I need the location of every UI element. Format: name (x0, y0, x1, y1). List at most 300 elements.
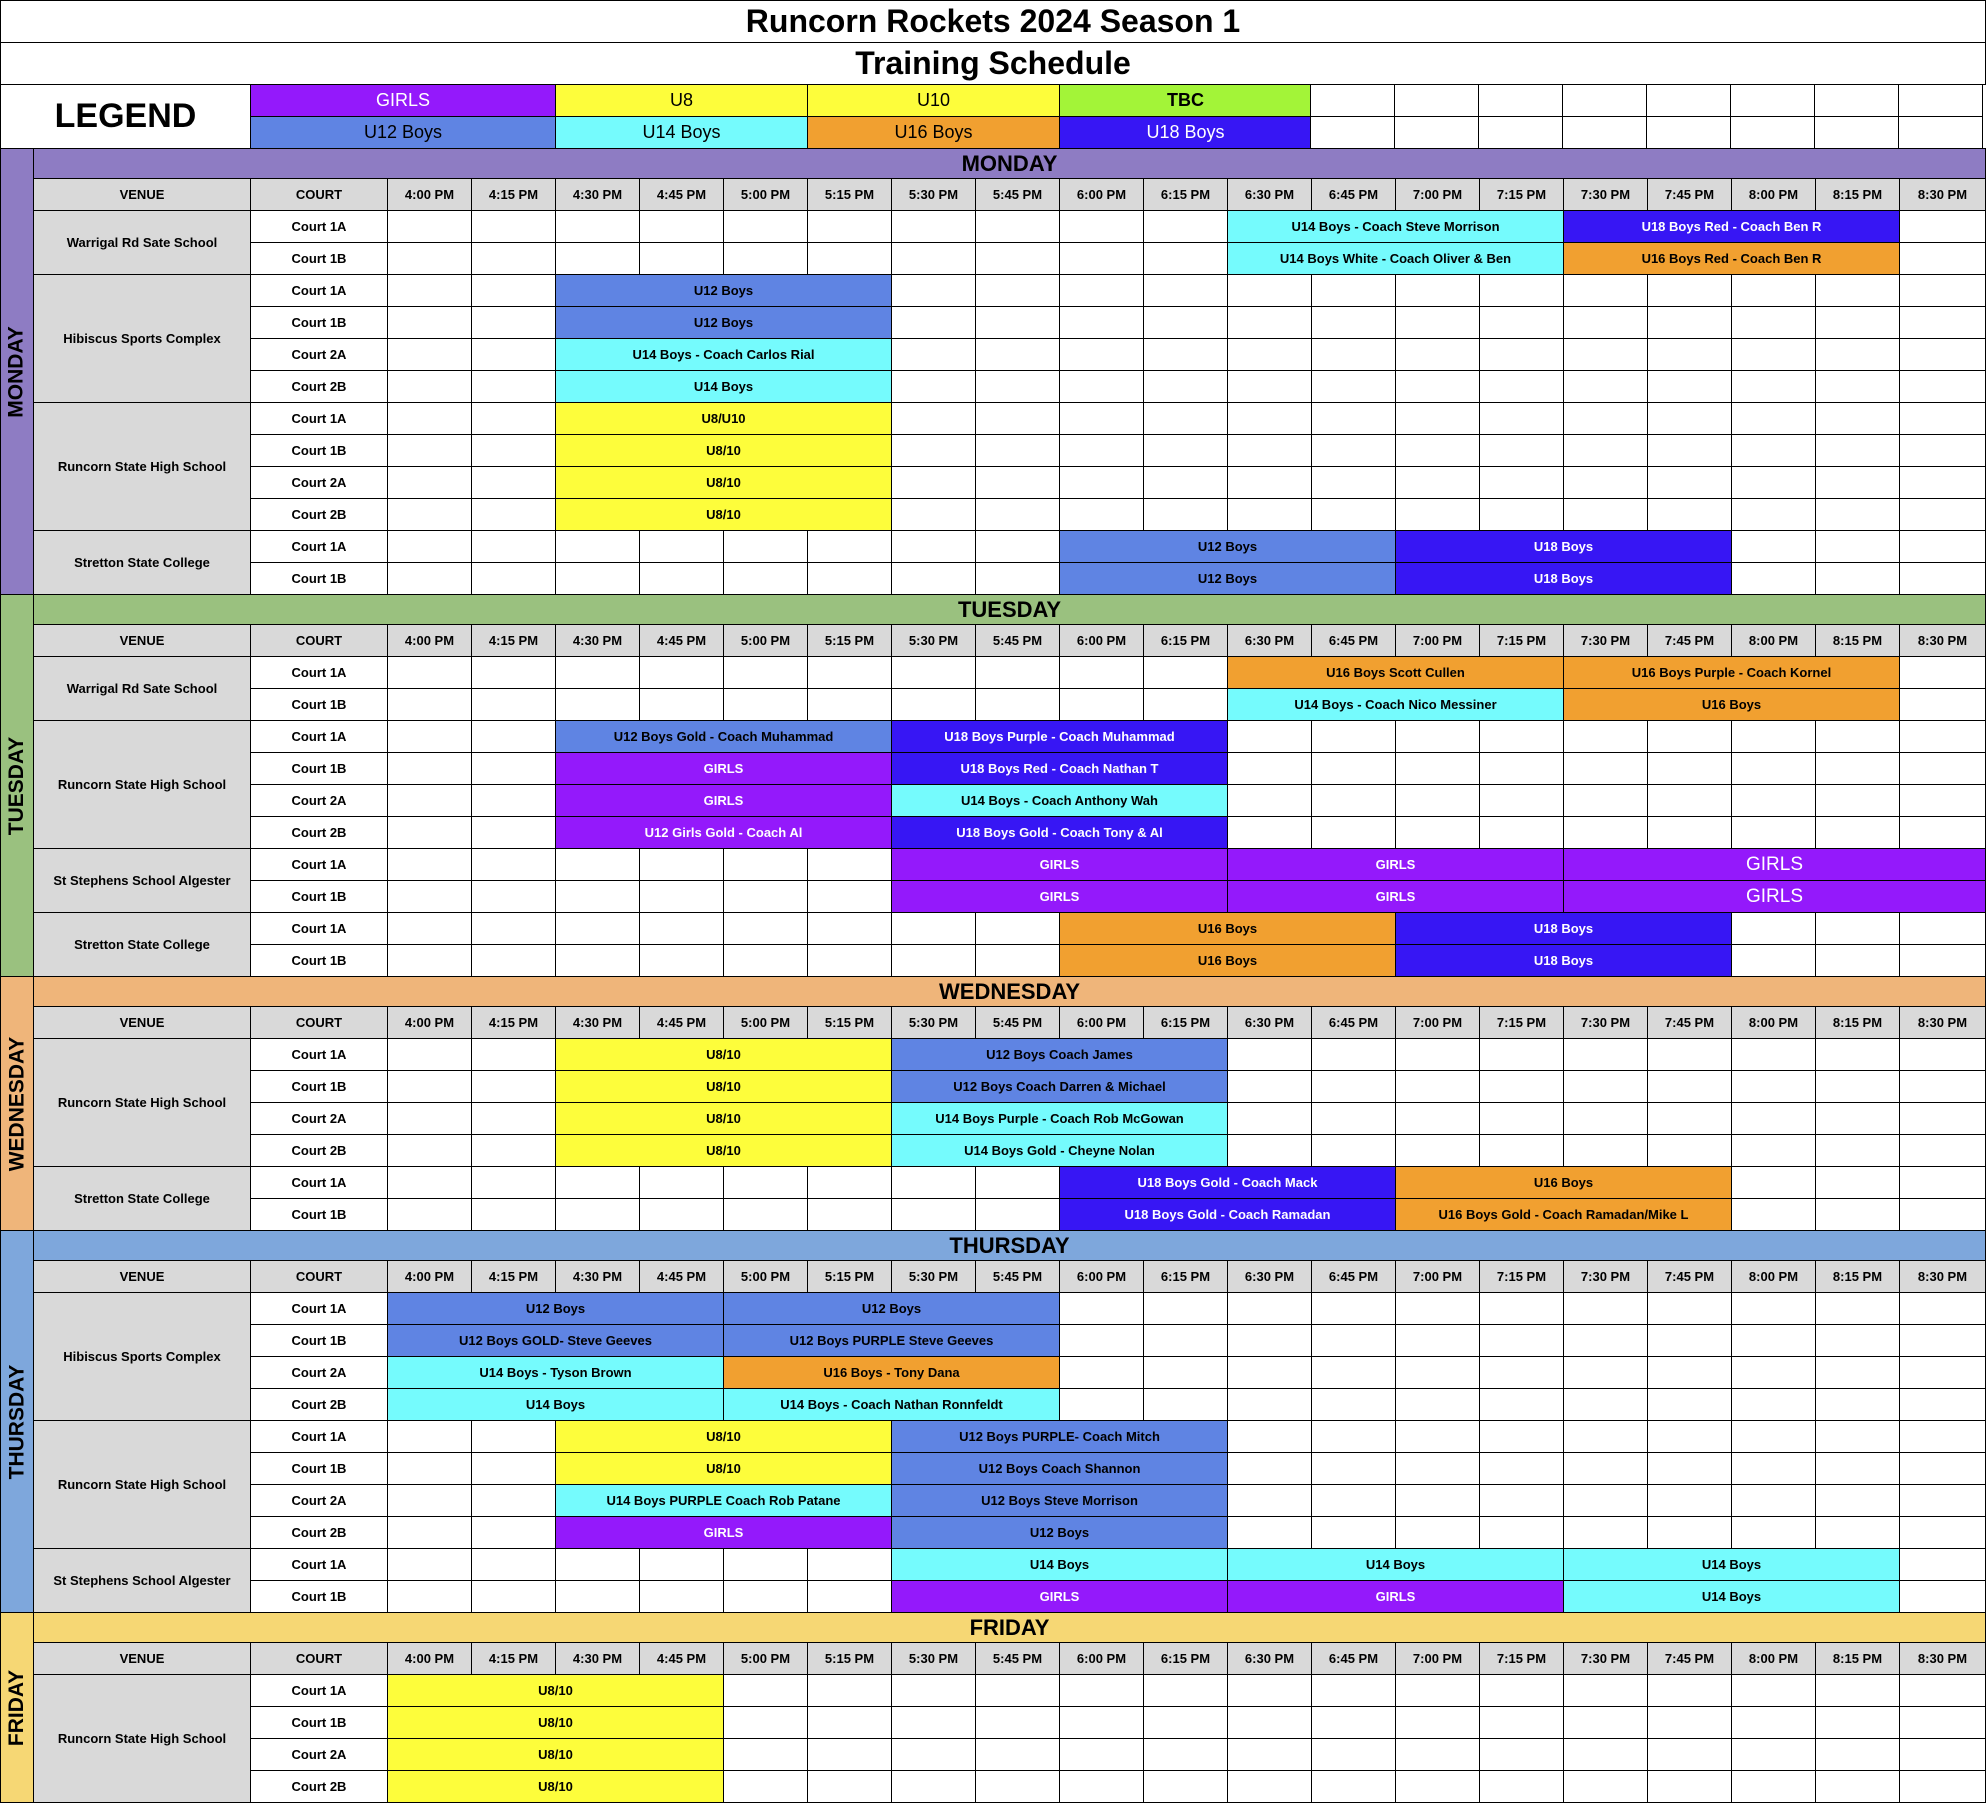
legend-empty-cell (1562, 84, 1647, 117)
empty-slot (1227, 1324, 1312, 1357)
empty-slot (807, 242, 892, 275)
time-header: 7:15 PM (1479, 624, 1564, 657)
empty-slot (555, 210, 640, 243)
time-header: 5:15 PM (807, 624, 892, 657)
empty-slot (1647, 466, 1732, 499)
empty-slot (1395, 1102, 1480, 1135)
empty-slot (1479, 498, 1564, 531)
empty-slot (1899, 656, 1986, 689)
empty-slot (1899, 688, 1986, 721)
empty-slot (1311, 1420, 1396, 1453)
empty-slot (975, 274, 1060, 307)
empty-slot (387, 402, 472, 435)
empty-slot (1395, 370, 1480, 403)
empty-slot (1395, 1356, 1480, 1389)
empty-slot (1395, 1770, 1480, 1803)
empty-slot (723, 1166, 808, 1199)
empty-slot (723, 1548, 808, 1581)
venue-name: Hibiscus Sports Complex (33, 1292, 251, 1421)
empty-slot (1731, 466, 1816, 499)
empty-slot (639, 688, 724, 721)
empty-slot (1731, 1452, 1816, 1485)
court-label: Court 1B (250, 1070, 388, 1103)
empty-slot (1899, 402, 1986, 435)
empty-slot (1395, 498, 1480, 531)
session-block: U8/10 (555, 498, 892, 531)
empty-slot (1815, 912, 1900, 945)
session-block: U18 Boys (1395, 944, 1732, 977)
empty-slot (471, 752, 556, 785)
court-label: Court 2A (250, 1484, 388, 1517)
empty-slot (387, 242, 472, 275)
empty-slot (1059, 1324, 1144, 1357)
time-header: 5:30 PM (891, 1006, 976, 1039)
empty-slot (1563, 1452, 1648, 1485)
empty-slot (807, 848, 892, 881)
session-block: GIRLS (1563, 880, 1986, 913)
empty-slot (1311, 306, 1396, 339)
time-header: 8:15 PM (1815, 1642, 1900, 1675)
time-header: 5:30 PM (891, 1260, 976, 1293)
empty-slot (723, 1198, 808, 1231)
session-block: GIRLS (555, 784, 892, 817)
empty-slot (1395, 784, 1480, 817)
legend-empty-cell (1394, 116, 1479, 149)
empty-slot (1563, 1134, 1648, 1167)
empty-slot (1059, 1292, 1144, 1325)
legend-empty-cell (1814, 116, 1899, 149)
empty-slot (1731, 1134, 1816, 1167)
empty-slot (1899, 1292, 1986, 1325)
empty-slot (1899, 1674, 1986, 1707)
empty-slot (1731, 1388, 1816, 1421)
empty-slot (1227, 1420, 1312, 1453)
empty-slot (1647, 1738, 1732, 1771)
time-header: 5:30 PM (891, 624, 976, 657)
session-block: U18 Boys Gold - Coach Tony & Al (891, 816, 1228, 849)
empty-slot (1899, 912, 1986, 945)
day-side-text: WEDNESDAY (5, 1036, 28, 1171)
session-block: GIRLS (891, 1580, 1228, 1613)
empty-slot (1731, 752, 1816, 785)
session-block: U16 Boys Red - Coach Ben R (1563, 242, 1900, 275)
empty-slot (1311, 1292, 1396, 1325)
empty-slot (1899, 1706, 1986, 1739)
empty-slot (1143, 1388, 1228, 1421)
empty-slot (1815, 530, 1900, 563)
empty-slot (1395, 1484, 1480, 1517)
empty-slot (387, 434, 472, 467)
empty-slot (387, 210, 472, 243)
empty-slot (387, 1580, 472, 1613)
empty-slot (1647, 370, 1732, 403)
empty-slot (1311, 1038, 1396, 1071)
time-header: 6:15 PM (1143, 1006, 1228, 1039)
empty-slot (1143, 656, 1228, 689)
venue-header: VENUE (33, 1006, 251, 1039)
empty-slot (1059, 306, 1144, 339)
empty-slot (1731, 1038, 1816, 1071)
schedule-subtitle: Training Schedule (0, 42, 1986, 85)
empty-slot (471, 338, 556, 371)
time-header: 8:15 PM (1815, 624, 1900, 657)
session-block: U12 Boys Gold - Coach Muhammad (555, 720, 892, 753)
empty-slot (1563, 1516, 1648, 1549)
empty-slot (1647, 274, 1732, 307)
empty-slot (1227, 402, 1312, 435)
time-header: 7:45 PM (1647, 178, 1732, 211)
time-header: 4:45 PM (639, 1260, 724, 1293)
venue-header: VENUE (33, 1642, 251, 1675)
empty-slot (1227, 1102, 1312, 1135)
empty-slot (1899, 1166, 1986, 1199)
time-header: 6:45 PM (1311, 1642, 1396, 1675)
session-block: GIRLS (555, 752, 892, 785)
court-label: Court 2A (250, 1102, 388, 1135)
empty-slot (1395, 1070, 1480, 1103)
empty-slot (891, 466, 976, 499)
time-header: 6:15 PM (1143, 624, 1228, 657)
empty-slot (975, 1674, 1060, 1707)
empty-slot (555, 1548, 640, 1581)
court-label: Court 1B (250, 752, 388, 785)
empty-slot (1143, 1770, 1228, 1803)
empty-slot (555, 1198, 640, 1231)
empty-slot (387, 944, 472, 977)
time-header: 6:45 PM (1311, 1260, 1396, 1293)
empty-slot (1731, 1420, 1816, 1453)
empty-slot (1059, 402, 1144, 435)
legend-empty-cell (1898, 116, 1983, 149)
empty-slot (1311, 402, 1396, 435)
empty-slot (1899, 784, 1986, 817)
empty-slot (471, 434, 556, 467)
empty-slot (639, 242, 724, 275)
empty-slot (1227, 338, 1312, 371)
time-header: 6:45 PM (1311, 1006, 1396, 1039)
empty-slot (387, 498, 472, 531)
empty-slot (1815, 562, 1900, 595)
empty-slot (639, 562, 724, 595)
empty-slot (891, 242, 976, 275)
empty-slot (471, 1166, 556, 1199)
empty-slot (471, 784, 556, 817)
session-block: U18 Boys (1395, 562, 1732, 595)
time-header: 5:45 PM (975, 178, 1060, 211)
empty-slot (1647, 1134, 1732, 1167)
empty-slot (1479, 784, 1564, 817)
day-side-text: THURSDAY (5, 1364, 28, 1479)
empty-slot (891, 688, 976, 721)
empty-slot (1563, 338, 1648, 371)
session-block: U16 Boys (1059, 912, 1396, 945)
empty-slot (1647, 1070, 1732, 1103)
empty-slot (1563, 1420, 1648, 1453)
empty-slot (1647, 1038, 1732, 1071)
empty-slot (471, 306, 556, 339)
empty-slot (1731, 784, 1816, 817)
empty-slot (1899, 434, 1986, 467)
empty-slot (471, 370, 556, 403)
court-label: Court 1A (250, 1166, 388, 1199)
empty-slot (1059, 338, 1144, 371)
empty-slot (1815, 498, 1900, 531)
day-banner-tuesday: TUESDAY (33, 594, 1986, 625)
venue-name: Runcorn State High School (33, 1674, 251, 1803)
empty-slot (555, 912, 640, 945)
empty-slot (1395, 1738, 1480, 1771)
empty-slot (807, 944, 892, 977)
empty-slot (471, 1070, 556, 1103)
empty-slot (471, 720, 556, 753)
time-header: 6:15 PM (1143, 1642, 1228, 1675)
empty-slot (891, 434, 976, 467)
empty-slot (1311, 1484, 1396, 1517)
legend-empty-cell (1646, 84, 1731, 117)
empty-slot (975, 688, 1060, 721)
empty-slot (471, 466, 556, 499)
empty-slot (471, 1580, 556, 1613)
empty-slot (1815, 1706, 1900, 1739)
empty-slot (555, 656, 640, 689)
empty-slot (1815, 944, 1900, 977)
time-header: 7:30 PM (1563, 624, 1648, 657)
court-label: Court 2B (250, 1770, 388, 1803)
court-label: Court 1A (250, 1548, 388, 1581)
empty-slot (1059, 1356, 1144, 1389)
empty-slot (471, 274, 556, 307)
empty-slot (1479, 1484, 1564, 1517)
time-header: 8:15 PM (1815, 1006, 1900, 1039)
empty-slot (1815, 1070, 1900, 1103)
time-header: 7:45 PM (1647, 1006, 1732, 1039)
empty-slot (1479, 1770, 1564, 1803)
legend-empty-cell (1310, 116, 1395, 149)
empty-slot (1563, 370, 1648, 403)
legend-empty-cell (1646, 116, 1731, 149)
empty-slot (1731, 1738, 1816, 1771)
empty-slot (1227, 1770, 1312, 1803)
session-block: U18 Boys (1395, 912, 1732, 945)
empty-slot (1647, 1102, 1732, 1135)
time-header: 5:45 PM (975, 1642, 1060, 1675)
empty-slot (1395, 720, 1480, 753)
time-header: 5:30 PM (891, 178, 976, 211)
empty-slot (471, 1420, 556, 1453)
time-header: 6:45 PM (1311, 624, 1396, 657)
time-header: 5:15 PM (807, 1006, 892, 1039)
session-block: U16 Boys Scott Cullen (1227, 656, 1564, 689)
time-header: 8:00 PM (1731, 1642, 1816, 1675)
empty-slot (1227, 370, 1312, 403)
empty-slot (723, 1580, 808, 1613)
empty-slot (1059, 688, 1144, 721)
time-header: 7:00 PM (1395, 1260, 1480, 1293)
session-block: U16 Boys Gold - Coach Ramadan/Mike L (1395, 1198, 1732, 1231)
empty-slot (1563, 1356, 1648, 1389)
time-header: 4:45 PM (639, 1642, 724, 1675)
empty-slot (975, 338, 1060, 371)
empty-slot (387, 466, 472, 499)
empty-slot (891, 1166, 976, 1199)
empty-slot (1395, 306, 1480, 339)
empty-slot (1479, 306, 1564, 339)
empty-slot (1143, 1706, 1228, 1739)
empty-slot (1227, 274, 1312, 307)
empty-slot (1143, 1356, 1228, 1389)
empty-slot (1899, 1484, 1986, 1517)
empty-slot (723, 1674, 808, 1707)
court-header: COURT (250, 624, 388, 657)
session-block: U12 Boys (387, 1292, 724, 1325)
day-side-text: TUESDAY (5, 736, 29, 835)
empty-slot (555, 880, 640, 913)
empty-slot (471, 1134, 556, 1167)
session-block: U8/10 (555, 1452, 892, 1485)
time-header: 7:30 PM (1563, 1006, 1648, 1039)
empty-slot (1563, 1738, 1648, 1771)
empty-slot (1731, 1102, 1816, 1135)
session-block: U8/10 (555, 434, 892, 467)
time-header: 7:00 PM (1395, 1642, 1480, 1675)
venue-name: St Stephens School Algester (33, 848, 251, 913)
empty-slot (387, 848, 472, 881)
empty-slot (1815, 1324, 1900, 1357)
empty-slot (1647, 1292, 1732, 1325)
court-label: Court 1A (250, 274, 388, 307)
empty-slot (1731, 1706, 1816, 1739)
session-block: U18 Boys Gold - Coach Mack (1059, 1166, 1396, 1199)
empty-slot (1815, 1452, 1900, 1485)
venue-name: Stretton State College (33, 912, 251, 977)
empty-slot (1395, 1038, 1480, 1071)
empty-slot (1479, 1516, 1564, 1549)
empty-slot (1563, 1388, 1648, 1421)
empty-slot (1731, 370, 1816, 403)
day-side-text: FRIDAY (5, 1669, 28, 1746)
empty-slot (387, 1070, 472, 1103)
empty-slot (1227, 1292, 1312, 1325)
empty-slot (807, 1738, 892, 1771)
session-block: U18 Boys Purple - Coach Muhammad (891, 720, 1228, 753)
empty-slot (723, 688, 808, 721)
empty-slot (387, 816, 472, 849)
time-header: 8:30 PM (1899, 178, 1986, 211)
empty-slot (1563, 1102, 1648, 1135)
empty-slot (387, 306, 472, 339)
legend-item-tbc: TBC (1059, 84, 1312, 117)
court-label: Court 1A (250, 656, 388, 689)
empty-slot (1899, 816, 1986, 849)
time-header: 6:30 PM (1227, 1642, 1312, 1675)
day-banner-monday: MONDAY (33, 148, 1986, 179)
legend-item-u14-boys: U14 Boys (555, 116, 808, 149)
empty-slot (639, 848, 724, 881)
empty-slot (471, 210, 556, 243)
empty-slot (387, 1420, 472, 1453)
venue-name: Runcorn State High School (33, 720, 251, 849)
empty-slot (723, 210, 808, 243)
empty-slot (1899, 1102, 1986, 1135)
empty-slot (1311, 1516, 1396, 1549)
empty-slot (1563, 720, 1648, 753)
time-header: 4:15 PM (471, 1006, 556, 1039)
empty-slot (1815, 1674, 1900, 1707)
court-label: Court 2A (250, 1356, 388, 1389)
session-block: GIRLS (891, 880, 1228, 913)
empty-slot (891, 210, 976, 243)
empty-slot (1899, 242, 1986, 275)
empty-slot (1731, 1198, 1816, 1231)
empty-slot (975, 1706, 1060, 1739)
time-header: 6:30 PM (1227, 178, 1312, 211)
empty-slot (1311, 434, 1396, 467)
empty-slot (1227, 434, 1312, 467)
empty-slot (1815, 1198, 1900, 1231)
empty-slot (975, 562, 1060, 595)
time-header: 6:00 PM (1059, 1006, 1144, 1039)
empty-slot (1731, 1484, 1816, 1517)
empty-slot (1311, 1388, 1396, 1421)
session-block: GIRLS (1227, 848, 1564, 881)
court-header: COURT (250, 1006, 388, 1039)
empty-slot (1311, 1070, 1396, 1103)
time-header: 5:15 PM (807, 1642, 892, 1675)
empty-slot (723, 1770, 808, 1803)
empty-slot (1563, 1038, 1648, 1071)
session-block: U12 Boys (555, 274, 892, 307)
venue-name: Stretton State College (33, 1166, 251, 1231)
empty-slot (1479, 1706, 1564, 1739)
empty-slot (1815, 370, 1900, 403)
empty-slot (891, 274, 976, 307)
empty-slot (1899, 306, 1986, 339)
court-label: Court 1B (250, 1580, 388, 1613)
empty-slot (723, 944, 808, 977)
court-label: Court 2B (250, 1134, 388, 1167)
court-label: Court 1B (250, 562, 388, 595)
empty-slot (1311, 1356, 1396, 1389)
empty-slot (891, 656, 976, 689)
empty-slot (1899, 466, 1986, 499)
session-block: U14 Boys (387, 1388, 724, 1421)
empty-slot (639, 1548, 724, 1581)
empty-slot (975, 1166, 1060, 1199)
empty-slot (639, 880, 724, 913)
empty-slot (975, 498, 1060, 531)
empty-slot (1227, 1452, 1312, 1485)
session-block: U18 Boys Gold - Coach Ramadan (1059, 1198, 1396, 1231)
empty-slot (1311, 1452, 1396, 1485)
time-header: 5:30 PM (891, 1642, 976, 1675)
empty-slot (555, 688, 640, 721)
session-block: U14 Boys - Coach Nathan Ronnfeldt (723, 1388, 1060, 1421)
empty-slot (387, 1134, 472, 1167)
empty-slot (1731, 498, 1816, 531)
empty-slot (975, 402, 1060, 435)
empty-slot (807, 562, 892, 595)
empty-slot (975, 466, 1060, 499)
empty-slot (1647, 306, 1732, 339)
empty-slot (1647, 1324, 1732, 1357)
empty-slot (1899, 1356, 1986, 1389)
time-header: 8:15 PM (1815, 1260, 1900, 1293)
empty-slot (639, 1198, 724, 1231)
time-header: 7:15 PM (1479, 1260, 1564, 1293)
empty-slot (891, 1706, 976, 1739)
empty-slot (1563, 466, 1648, 499)
empty-slot (1563, 816, 1648, 849)
